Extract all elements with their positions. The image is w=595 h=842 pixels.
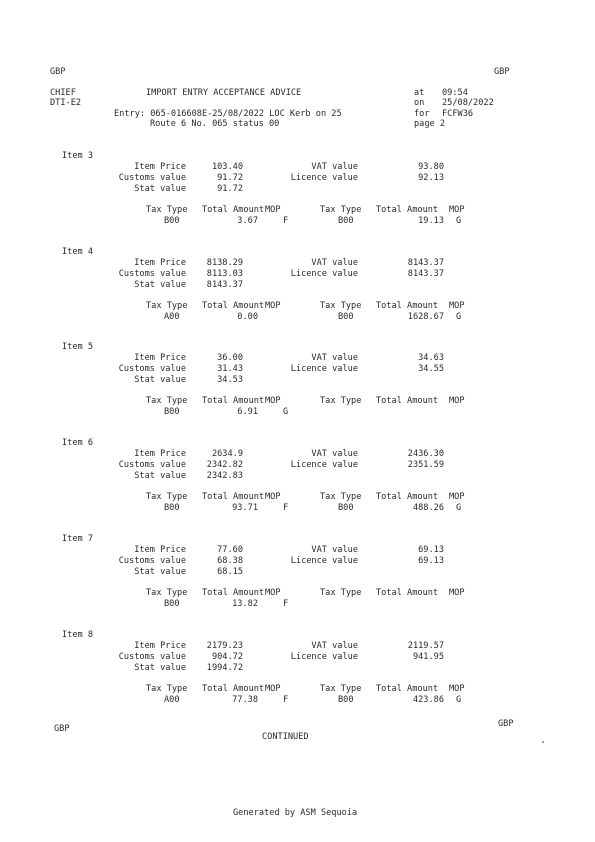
tax-total-amount: 6.91	[237, 407, 258, 417]
tax-type-code: B00	[164, 407, 180, 417]
form-code: DTI-E2	[50, 98, 82, 108]
mop-header: MOP	[265, 492, 281, 502]
item-price-label: Item Price	[134, 353, 186, 363]
item-price-value: 2179.23	[206, 641, 243, 651]
mop-header: MOP	[265, 684, 281, 694]
tax-mop-code: F	[283, 599, 289, 609]
tax-type-header: Tax Type	[146, 396, 188, 406]
item-price-label: Item Price	[134, 449, 186, 459]
total-amount-header: Total Amount	[376, 492, 439, 502]
item-price-value: 77.60	[217, 545, 243, 555]
date-value: 25/08/2022	[442, 98, 494, 108]
footer-currency-right: GBP	[498, 719, 514, 729]
tax-type-code: B00	[164, 599, 180, 609]
date-label: on	[414, 98, 425, 108]
tax-type-header: Tax Type	[146, 588, 188, 598]
item-number: Item 6	[62, 438, 94, 448]
vat-value-value: 8143.37	[407, 258, 444, 268]
tax-mop-code: F	[283, 503, 289, 513]
vat-value-label: VAT value	[311, 258, 358, 268]
tax-mop-code: G	[456, 216, 462, 226]
tax-mop-code: G	[456, 503, 462, 513]
stat-value-label: Stat value	[134, 184, 186, 194]
customs-value-label: Customs value	[118, 460, 186, 470]
stat-value-value: 91.72	[217, 184, 243, 194]
total-amount-header: Total Amount	[376, 588, 439, 598]
customs-value-label: Customs value	[118, 364, 186, 374]
total-amount-header: Total Amount	[202, 205, 265, 215]
vat-value-value: 2436.30	[407, 449, 444, 459]
tax-type-code: B00	[338, 695, 354, 705]
customs-value-label: Customs value	[118, 173, 186, 183]
stat-value-label: Stat value	[134, 375, 186, 385]
stat-value-value: 1994.72	[206, 663, 243, 673]
mop-header: MOP	[449, 205, 465, 215]
tax-mop-code: F	[283, 216, 289, 226]
customs-value-value: 904.72	[211, 652, 243, 662]
stat-value-label: Stat value	[134, 280, 186, 290]
total-amount-header: Total Amount	[202, 396, 265, 406]
tax-type-code: A00	[164, 695, 180, 705]
customs-value-label: Customs value	[118, 269, 186, 279]
item-price-value: 103.40	[211, 162, 243, 172]
vat-value-label: VAT value	[311, 545, 358, 555]
customs-value-value: 68.38	[217, 556, 243, 566]
mop-header: MOP	[265, 396, 281, 406]
tax-total-amount: 3.67	[237, 216, 258, 226]
licence-value-label: Licence value	[290, 652, 358, 662]
continued-label: CONTINUED	[262, 732, 309, 742]
tax-type-header: Tax Type	[320, 396, 362, 406]
customs-value-label: Customs value	[118, 652, 186, 662]
tax-mop-code: F	[283, 695, 289, 705]
item-price-value: 2634.9	[211, 449, 243, 459]
tax-mop-code: G	[456, 312, 462, 322]
tax-type-code: B00	[164, 503, 180, 513]
licence-value-label: Licence value	[290, 269, 358, 279]
item-price-value: 36.00	[217, 353, 243, 363]
customs-value-value: 2342.82	[206, 460, 243, 470]
tax-total-amount: 488.26	[412, 503, 444, 513]
total-amount-header: Total Amount	[376, 396, 439, 406]
tax-type-code: B00	[338, 312, 354, 322]
vat-value-value: 93.80	[418, 162, 444, 172]
tax-total-amount: 1628.67	[407, 312, 444, 322]
total-amount-header: Total Amount	[202, 684, 265, 694]
tax-total-amount: 19.13	[418, 216, 444, 226]
mop-header: MOP	[449, 492, 465, 502]
licence-value-label: Licence value	[290, 364, 358, 374]
total-amount-header: Total Amount	[202, 588, 265, 598]
tax-type-header: Tax Type	[320, 301, 362, 311]
item-price-label: Item Price	[134, 545, 186, 555]
mop-header: MOP	[449, 588, 465, 598]
tax-type-header: Tax Type	[320, 684, 362, 694]
tax-type-code: B00	[164, 216, 180, 226]
item-number: Item 5	[62, 342, 94, 352]
vat-value-label: VAT value	[311, 449, 358, 459]
tax-type-header: Tax Type	[146, 205, 188, 215]
for-value: FCFW36	[442, 109, 474, 119]
licence-value-label: Licence value	[290, 556, 358, 566]
system-label: CHIEF	[50, 88, 76, 98]
licence-value-value: 34.55	[418, 364, 444, 374]
tax-type-header: Tax Type	[146, 684, 188, 694]
total-amount-header: Total Amount	[376, 205, 439, 215]
licence-value-label: Licence value	[290, 173, 358, 183]
tax-total-amount: 77.38	[232, 695, 258, 705]
footer-currency-left: GBP	[54, 724, 70, 734]
vat-value-value: 2119.57	[407, 641, 444, 651]
page-number: page 2	[414, 119, 446, 129]
customs-value-value: 31.43	[217, 364, 243, 374]
tax-type-code: B00	[338, 216, 354, 226]
licence-value-value: 8143.37	[407, 269, 444, 279]
tax-type-header: Tax Type	[320, 492, 362, 502]
mop-header: MOP	[265, 588, 281, 598]
tax-type-code: B00	[338, 503, 354, 513]
tax-type-header: Tax Type	[320, 588, 362, 598]
licence-value-value: 941.95	[412, 652, 444, 662]
route-line: Route 6 No. 065 status 00	[150, 119, 280, 129]
tax-total-amount: 13.82	[232, 599, 258, 609]
tax-total-amount: 0.00	[237, 312, 258, 322]
tax-mop-code: G	[456, 695, 462, 705]
vat-value-label: VAT value	[311, 641, 358, 651]
tax-total-amount: 423.86	[412, 695, 444, 705]
total-amount-header: Total Amount	[376, 301, 439, 311]
stat-value-label: Stat value	[134, 471, 186, 481]
vat-value-value: 34.63	[418, 353, 444, 363]
mop-header: MOP	[449, 301, 465, 311]
customs-value-label: Customs value	[118, 556, 186, 566]
tax-type-header: Tax Type	[320, 205, 362, 215]
item-number: Item 8	[62, 630, 94, 640]
time-label: at	[414, 88, 425, 98]
stat-value-value: 68.15	[217, 567, 243, 577]
vat-value-label: VAT value	[311, 353, 358, 363]
licence-value-label: Licence value	[290, 460, 358, 470]
licence-value-value: 69.13	[418, 556, 444, 566]
item-number: Item 3	[62, 151, 94, 161]
generated-by: Generated by ASM Sequoia	[233, 808, 358, 818]
item-number: Item 7	[62, 534, 94, 544]
entry-line: Entry: 065-016608E-25/08/2022 LOC Kerb on 25	[114, 109, 342, 119]
item-number: Item 4	[62, 247, 94, 257]
mop-header: MOP	[265, 301, 281, 311]
licence-value-value: 92.13	[418, 173, 444, 183]
currency-label-left: GBP	[50, 67, 66, 77]
stat-value-label: Stat value	[134, 663, 186, 673]
tax-total-amount: 93.71	[232, 503, 258, 513]
tax-mop-code: G	[283, 407, 289, 417]
item-price-label: Item Price	[134, 258, 186, 268]
customs-value-value: 91.72	[217, 173, 243, 183]
stat-value-value: 8143.37	[206, 280, 243, 290]
currency-label-right: GBP	[494, 67, 510, 77]
item-price-label: Item Price	[134, 162, 186, 172]
mop-header: MOP	[265, 205, 281, 215]
mop-header: MOP	[449, 684, 465, 694]
item-price-label: Item Price	[134, 641, 186, 651]
stat-value-value: 2342.83	[206, 471, 243, 481]
licence-value-value: 2351.59	[407, 460, 444, 470]
for-label: for	[414, 109, 430, 119]
tax-type-header: Tax Type	[146, 301, 188, 311]
total-amount-header: Total Amount	[376, 684, 439, 694]
time-value: 09:54	[442, 88, 468, 98]
vat-value-label: VAT value	[311, 162, 358, 172]
document-title: IMPORT ENTRY ACCEPTANCE ADVICE	[146, 88, 302, 98]
mop-header: MOP	[449, 396, 465, 406]
customs-value-value: 8113.03	[206, 269, 243, 279]
vat-value-value: 69.13	[418, 545, 444, 555]
stat-value-value: 34.53	[217, 375, 243, 385]
total-amount-header: Total Amount	[202, 301, 265, 311]
item-price-value: 8138.29	[206, 258, 243, 268]
tax-type-code: A00	[164, 312, 180, 322]
total-amount-header: Total Amount	[202, 492, 265, 502]
tax-type-header: Tax Type	[146, 492, 188, 502]
speck-mark	[542, 741, 544, 743]
stat-value-label: Stat value	[134, 567, 186, 577]
